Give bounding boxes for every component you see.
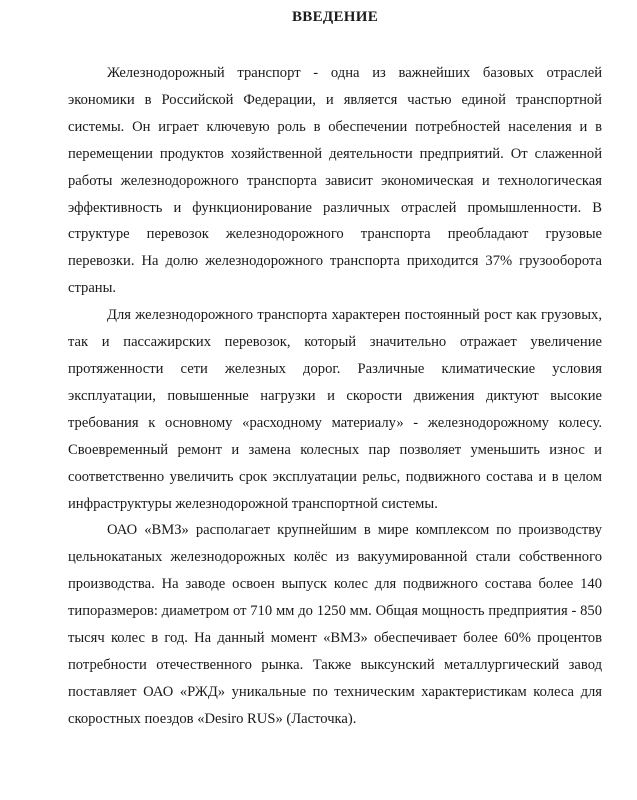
paragraph-3: ОАО «ВМЗ» располагает крупнейшим в мире комплексом по производству цельнокатаных железнодорожных колёс из вакуумированной стали собственного производства. На заводе освоен выпуск колес для подвижного состава более 140 типоразмеров: диаметром от 710 мм до 1250 мм. Общая мощность предприятия - 850 тысяч колес в год. На данный момент «ВМЗ» обеспечивает более 60% процентов потребности отечественного рынка. Также выксунский металлургический завод поставляет ОАО «РЖД» уникальные по техническим характеристикам колеса для скоростных поездов «Desiro RUS» (Ласточка). [68,522,602,727]
paragraph-1: Железнодорожный транспорт - одна из важнейших базовых отраслей экономики в Российской Федерации, и является частью единой транспортной системы. Он играет ключевую роль в обеспечении потребностей населения и в перемещении продуктов хозяйственной деятельности предприятий. От слаженной работы железнодорожного транспорта зависит экономическая и технологическая эффективность и функционирование различных отраслей промышленности. В структуре перевозок железнодорожного транспорта преобладают грузовые перевозки. На долю железнодорожного транспорта приходится 37% грузооборота страны. [68,65,602,297]
paragraph-2: Для железнодорожного транспорта характерен постоянный рост как грузовых, так и пассажирских перевозок, который значительно отражает увеличение протяженности сети железных дорог. Различные климатические условия эксплуатации, повышенные нагрузки и скорости движения диктуют высокие требования к основному «расходному материалу» - железнодорожному колесу. Своевременный ремонт и замена колесных пар позволяет уменьшить износ и соответственно увеличить срок эксплуатации рельс, подвижного состава и в целом инфраструктуры железнодорожной транспортной системы. [68,307,602,512]
section-title: ВВЕДЕНИЕ [291,9,379,25]
document-page [68,0,602,733]
title-spacer [68,29,602,60]
